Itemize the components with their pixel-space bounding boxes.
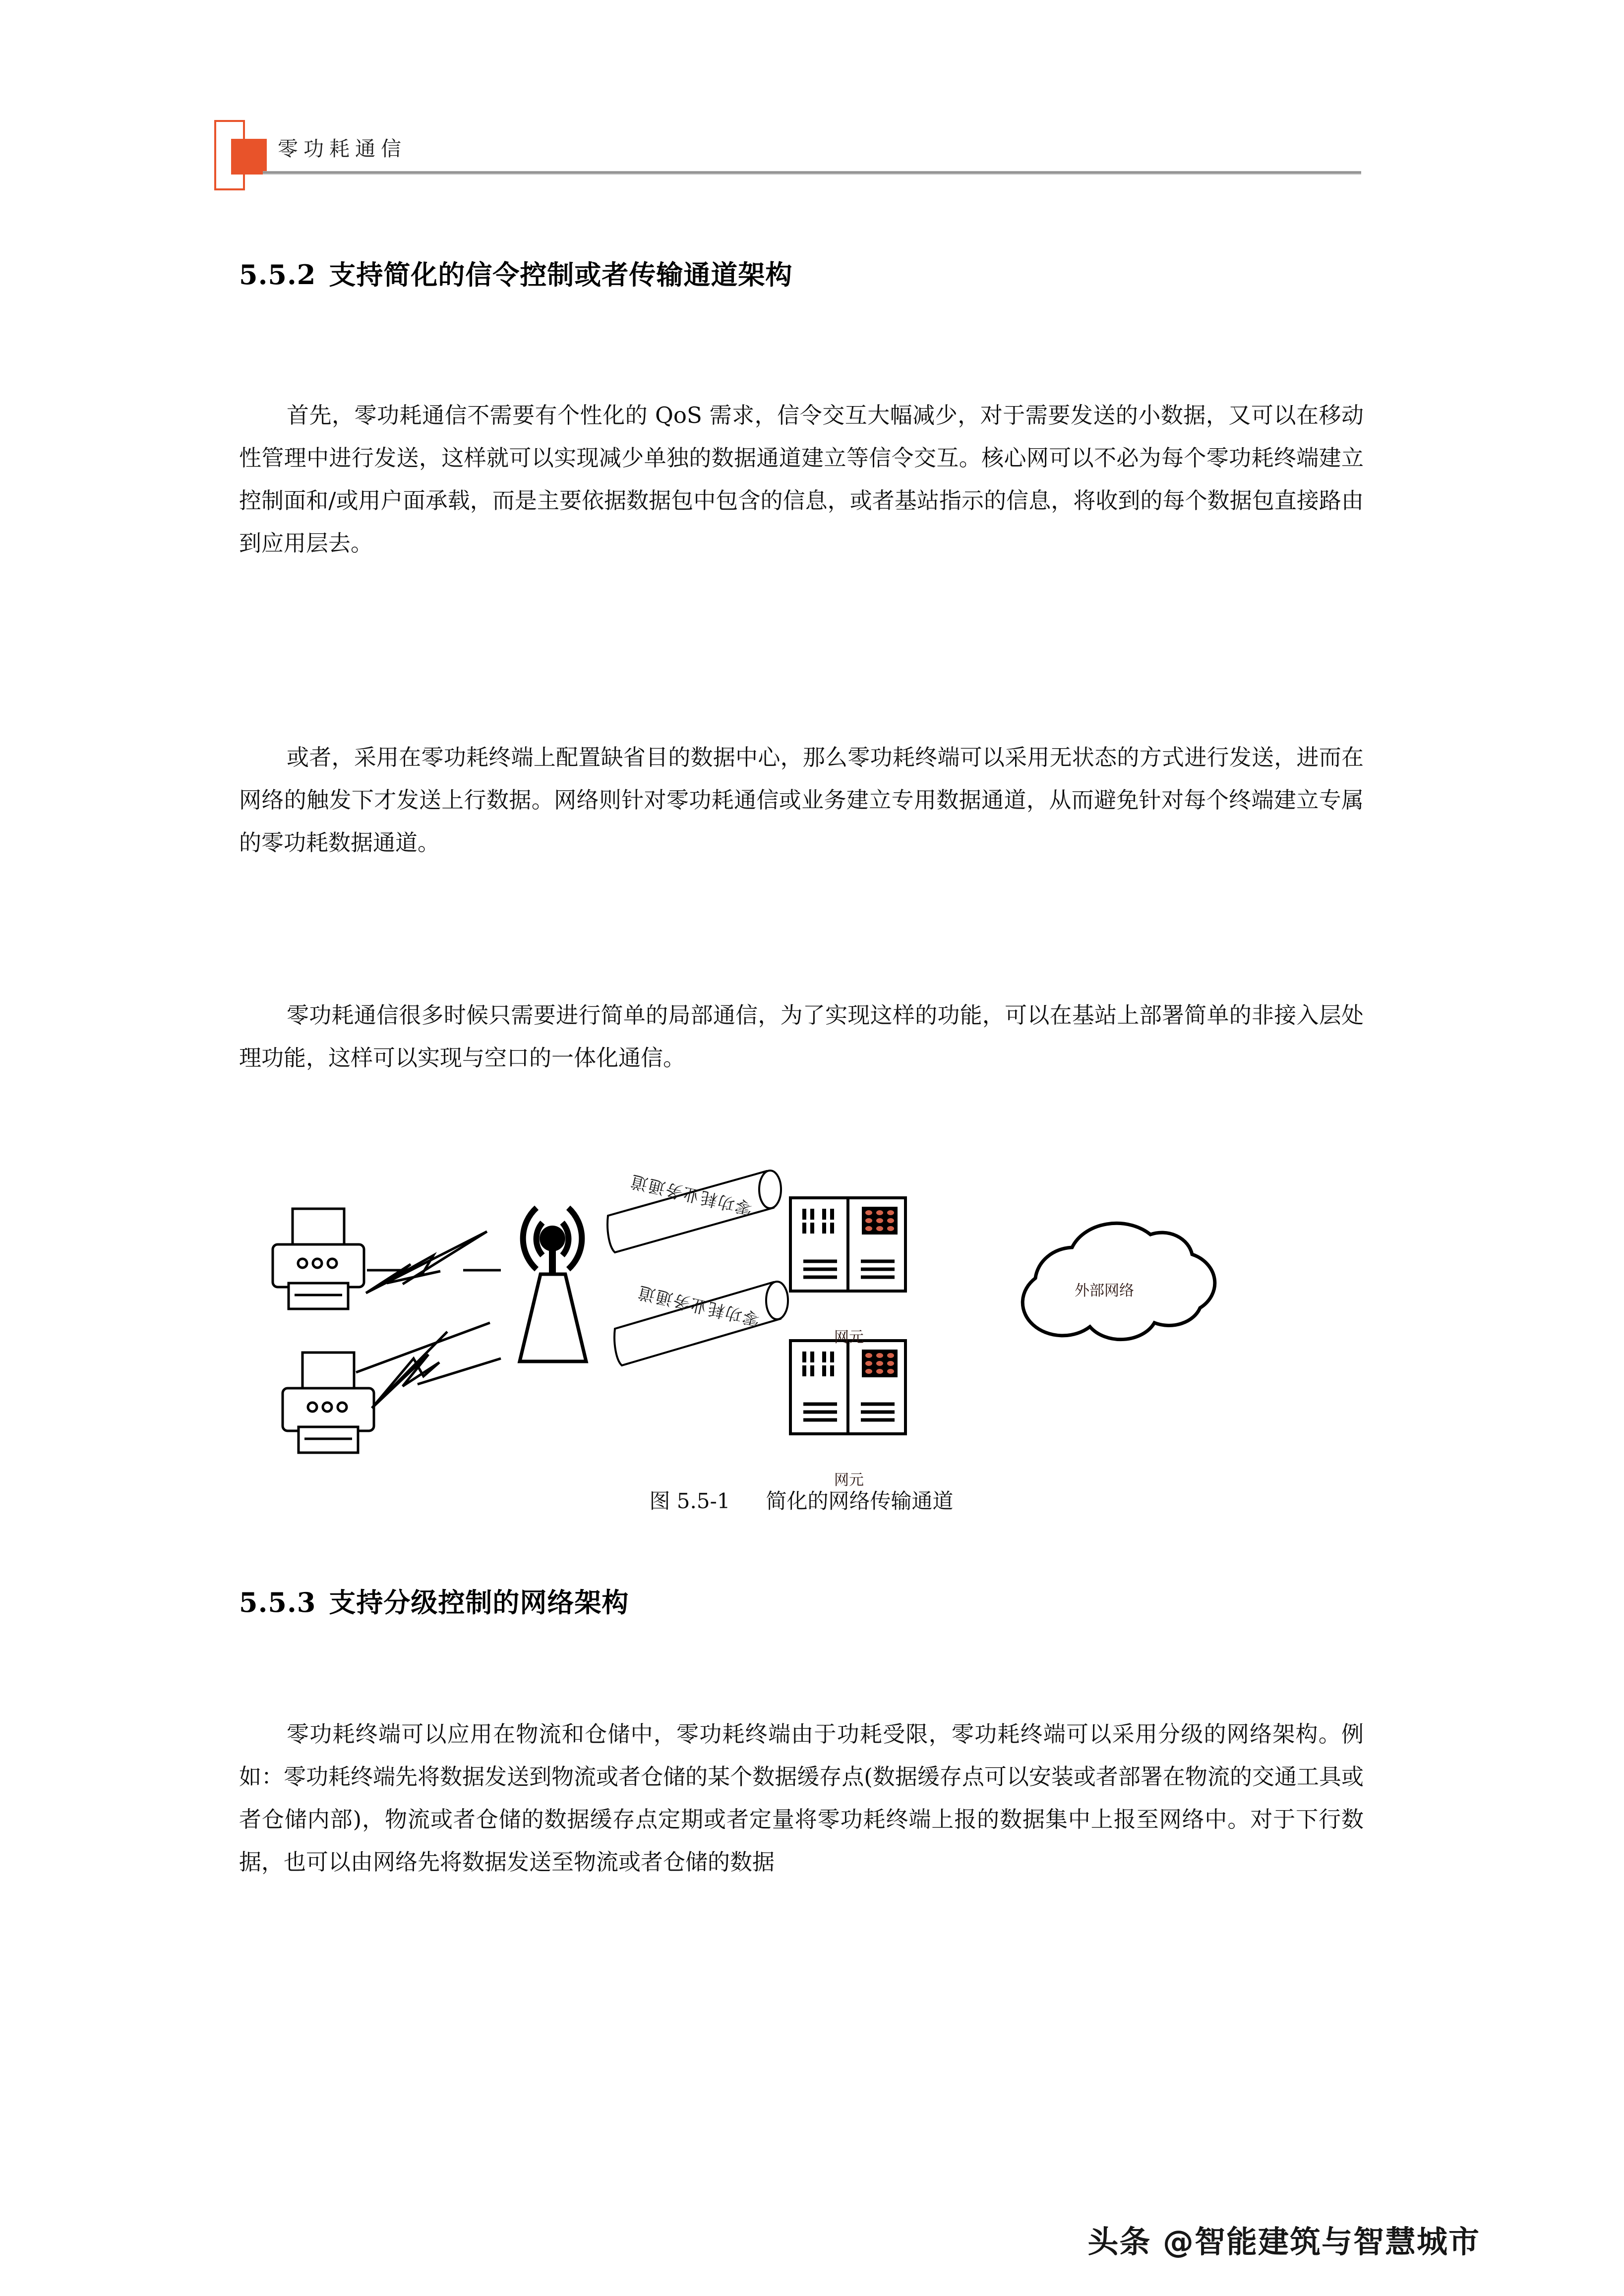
paragraph-4: 零功耗终端可以应用在物流和仓储中，零功耗终端由于功耗受限，零功耗终端可以采用分级的网络架构。例如：零功耗终端先将数据发送到物流或者仓储的某个数据缓存点(数据缓存点可以安装或者部署在物流的交通工具或者仓储内部)，物流或者仓储的数据缓存点定期或者定量将零功耗终端上报的数据集中上报至网络中。对于下行数据，也可以由网络先将数据发送至物流或者仓储的数据 [239, 1721, 1364, 1875]
figure-diagram [239, 1081, 1364, 1487]
figure-caption [239, 1485, 1364, 1515]
network-element-2 [790, 1341, 905, 1434]
figure-caption-label: 图 5.5-1 [649, 1489, 730, 1513]
section-heading-553 [239, 1582, 629, 1620]
page-header [0, 110, 1624, 199]
lightning-bolt-icon [366, 1232, 501, 1293]
figure-caption-title: 简化的网络传输通道 [766, 1489, 954, 1513]
paragraph-1: 首先，零功耗通信不需要有个性化的 QoS 需求，信令交互大幅减少，对于需要发送的小数据，又可以在移动性管理中进行发送，这样就可以实现减少单独的数据通道建立等信令交互。核心网可以不必为每个零功耗终端建立控制面和/或用户面承载，而是主要依据数据包中包含的信息，或者基站指示的信息，将收到的每个数据包直接路由到应用层去。 [239, 402, 1364, 556]
network-element-1 [790, 1198, 905, 1291]
tube-label-lower: 零功耗业务通道 [635, 1282, 762, 1329]
lightning-bolt-icon [356, 1323, 501, 1408]
header-divider-rule [263, 171, 1361, 175]
section-heading-552 [239, 254, 792, 292]
printer-icon [283, 1353, 374, 1453]
radio-tower-icon [520, 1208, 586, 1361]
figure-5-5-1 [239, 1081, 1364, 1527]
section-title-553: 支持分级控制的网络架构 [329, 1587, 629, 1618]
section-number-553: 5.5.3 [239, 1587, 316, 1618]
section-title-552: 支持简化的信令控制或者传输通道架构 [329, 259, 793, 291]
section-number-552: 5.5.2 [239, 259, 316, 291]
header-solid-box-decoration [231, 139, 267, 175]
paragraph-3: 零功耗通信很多时候只需要进行简单的局部通信，为了实现这样的功能，可以在基站上部署简单的非接入层处理功能，这样可以实现与空口的一体化通信。 [239, 1002, 1364, 1071]
network-element-label-2: 网元 [834, 1472, 864, 1489]
tube-label-upper: 零功耗业务通道 [628, 1171, 755, 1218]
footer-watermark: 头条 @智能建筑与智慧城市 [1087, 2224, 1480, 2260]
network-element-label-1: 网元 [834, 1329, 864, 1346]
printer-icon [273, 1209, 364, 1309]
header-title: 零功耗通信 [278, 137, 407, 161]
cloud-label: 外部网络 [1075, 1282, 1134, 1299]
paragraph-2: 或者，采用在零功耗终端上配置缺省目的数据中心，那么零功耗终端可以采用无状态的方式进行发送，进而在网络的触发下才发送上行数据。网络则针对零功耗通信或业务建立专用数据通道，从而避免针对每个终端建立专属的零功耗数据通道。 [239, 744, 1364, 856]
